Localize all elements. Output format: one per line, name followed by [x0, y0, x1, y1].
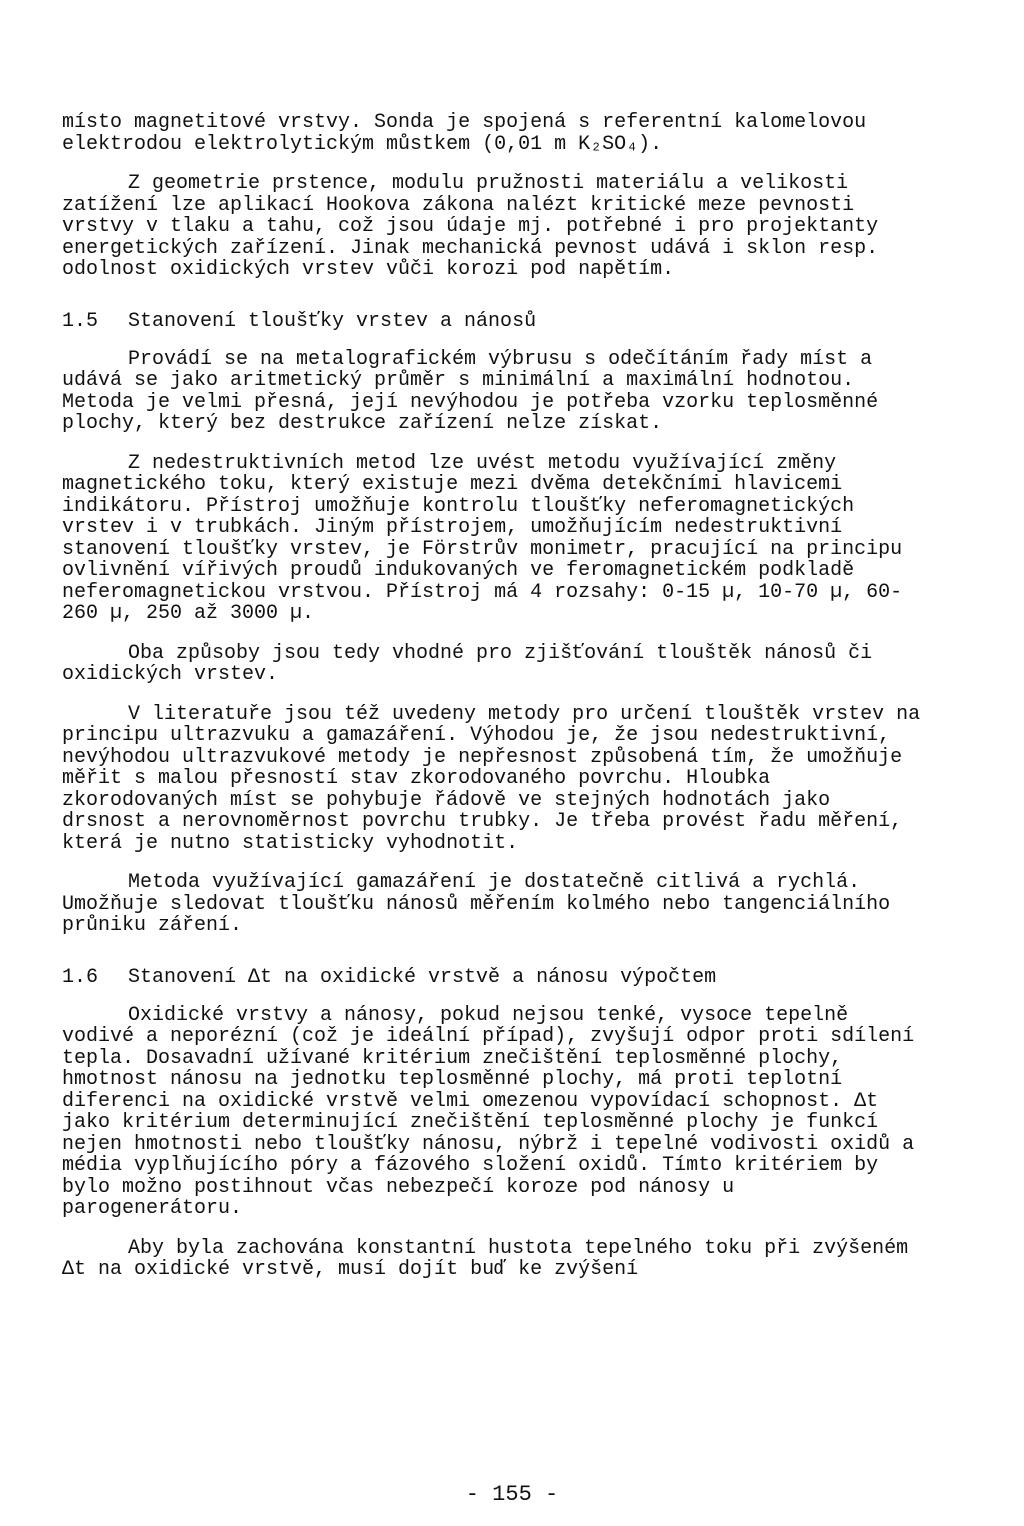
section-heading-1-6 [62, 967, 924, 989]
section-number: 1.6 [62, 965, 99, 989]
paragraph-3: Provádí se na metalografickém výbrusu s odečítáním řady míst a udává se jako aritmetický průměr s minimální a maximální hodnotou. Metoda je velmi přesná, její nevýhodou je potřeba vzorku teplosměnné plochy, který bez destrukce zařízení nelze získat. [62, 347, 879, 435]
paragraph-7: Metoda využívající gamazáření je dostatečně citlivá a rychlá. Umožňuje sledovat tloušťku nánosů měřením kolmého nebo tangenciálního průniku záření. [62, 871, 891, 937]
section-number: 1.5 [62, 309, 99, 333]
paragraph-8: Oxidické vrstvy a nánosy, pokud nejsou tenké, vysoce tepelně vodivé a neporézní (což je ideální případ), zvyšují odpor proti sdílení tepla. Dosavadní užívané kritérium znečištění teplosměnné plochy, hmotnost nánosu na jednotku teplosměnné plochy, má proti teplotní diferenci na oxidické vrstvě velmi omezenou vypovídací schopnost. Δt jako kritérium determinující znečištění teplosměnné plochy je funkcí nejen hmotnosti nebo tloušťky nánosu, nýbrž i tepelné vodivosti oxidů a média vyplňujícího póry a fázového složení oxidů. Tímto kritériem by bylo možno postihnout včas nebezpečí koroze pod nánosy u parogenerátoru. [62, 1003, 915, 1220]
paragraph-5: Oba způsoby jsou tedy vhodné pro zjišťování tlouštěk nánosů či oxidických vrstev. [62, 641, 873, 686]
page-number: - 155 - [465, 1482, 559, 1507]
paragraph-6: V literatuře jsou též uvedeny metody pro určení tlouštěk vrstev na principu ultrazvuku a gamazáření. Výhodou je, že jsou nedestruktivní, nevýhodou ultrazvukové metody je nepřesnost způsobená tím, že umožňuje měřit s malou přesností stav zkorodovaného povrchu. Hloubka zkorodovaných míst se pohybuje řádově ve stejných hodnotách jako drsnost a nerovnoměrnost povrchu trubky. Je třeba provést řadu měření, která je nutno statisticky vyhodnotit. [62, 702, 921, 855]
paragraph-4: Z nedestruktivních metod lze uvést metodu využívající změny magnetického toku, který existuje mezi dvěma detekčními hlavicemi indikátoru. Přístroj umožňuje kontrolu tloušťky neferomagnetických vrstev i v trubkách. Jiným přístrojem, umožňujícím nedestruktivní stanovení tloušťky vrstev, je Förstrův monimetr, pracující na principu ovlivnění vířivých proudů indukovaných ve feromagnetickém podkladě neferomagnetickou vrstvou. Přístroj má 4 rozsahy: 0-15 µ, 10-70 µ, 60-260 µ, 250 až 3000 µ. [62, 451, 903, 625]
section-title: Stanovení Δt na oxidické vrstvě a nánosu výpočtem [128, 965, 717, 989]
paragraph-2: Z geometrie prstence, modulu pružnosti materiálu a velikosti zatížení lze aplikací Hookova zákona nalézt kritické meze pevnosti vrstvy v tlaku a tahu, což jsou údaje mj. potřebné i pro projektanty energetických zařízení. Jinak mechanická pevnost udává i sklon resp. odolnost oxidických vrstev vůči korozi pod napětím. [62, 172, 879, 281]
section-title: Stanovení tloušťky vrstev a nánosů [128, 309, 537, 333]
section-heading-1-5 [62, 311, 924, 333]
paragraph-1: místo magnetitové vrstvy. Sonda je spojená s referentní kalomelovou elektrodou elektrolytickým můstkem (0,01 m K₂SO₄). [62, 111, 867, 156]
paragraph-9: Aby byla zachována konstantní hustota tepelného toku při zvýšeném Δt na oxidické vrstvě, musí dojít buď ke zvýšení [62, 1236, 909, 1281]
